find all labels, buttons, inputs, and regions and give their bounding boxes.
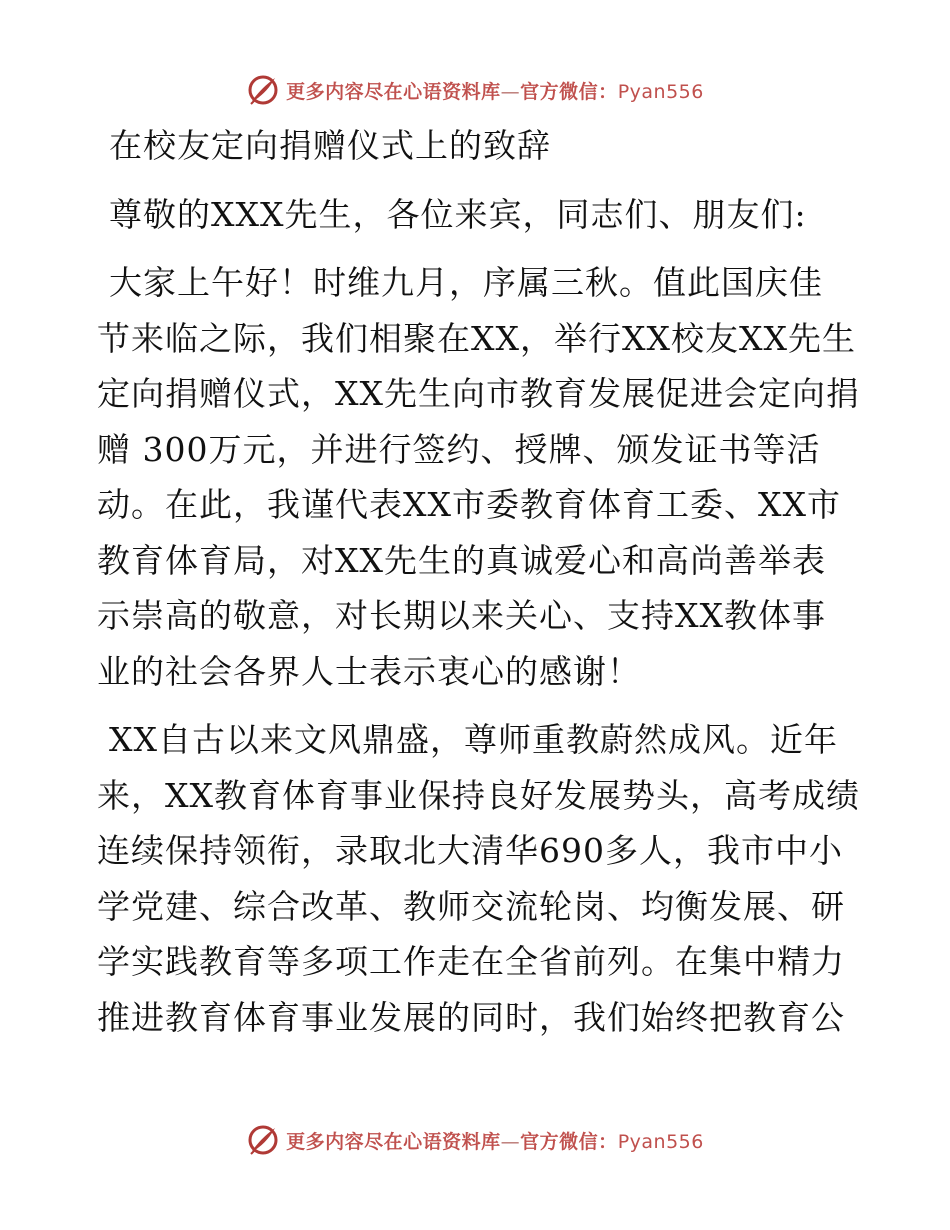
paragraph-line: 连续保持领衔，录取北大清华690多人，我市中小	[97, 831, 843, 870]
document-body	[97, 118, 860, 1045]
paragraph-line: 动。在此，我谨代表XX市委教育体育工委、XX市	[97, 485, 841, 524]
paragraph-line: 业的社会各界人士表示衷心的感谢！	[97, 651, 641, 691]
footer-banner	[0, 1120, 950, 1160]
paragraph-line: 大家上午好！时维九月，序属三秋。值此国庆佳	[109, 263, 823, 302]
quill-pen-logo-icon	[246, 1123, 280, 1157]
banner-site-name: 更多内容尽在心语资料库	[286, 1130, 501, 1153]
quill-pen-logo-icon	[246, 73, 280, 107]
paragraph-line: 定向捐赠仪式，XX先生向市教育发展促进会定向捐	[97, 374, 860, 413]
paragraph-1	[97, 255, 860, 699]
paragraph-line: 来，XX教育体育事业保持良好发展势头，高考成绩	[97, 775, 860, 815]
paragraph-line: 节来临之际，我们相聚在XX，举行XX校友XX先生	[97, 318, 856, 358]
salutation: 尊敬的XXX先生，各位来宾，同志们、朋友们:	[109, 194, 807, 234]
banner-text	[286, 1127, 704, 1154]
paragraph-line: 学实践教育等多项工作走在全省前列。在集中精力	[97, 942, 845, 981]
paragraph-line: XX自古以来文风鼎盛，尊师重教蔚然成风。近年	[109, 720, 838, 759]
banner-wechat-label: 官方微信：	[520, 1130, 618, 1153]
banner-wechat-label: 官方微信：	[520, 80, 618, 103]
paragraph-line: 赠 300万元，并进行签约、授牌、颁发证书等活	[97, 429, 821, 469]
banner-site-name: 更多内容尽在心语资料库	[286, 80, 501, 103]
document-title: 在校友定向捐赠仪式上的致辞	[109, 126, 551, 165]
header-banner	[0, 70, 950, 110]
banner-dash: —	[500, 80, 521, 103]
paragraph-line: 推进教育体育事业发展的同时，我们始终把教育公	[97, 997, 845, 1037]
paragraph-line: 学党建、综合改革、教师交流轮岗、均衡发展、研	[97, 886, 845, 926]
banner-wechat-account: Pyan556	[617, 1130, 704, 1153]
paragraph-line: 教育体育局，对XX先生的真诚爱心和高尚善举表	[97, 540, 826, 580]
paragraph-2	[97, 712, 860, 1045]
banner-wechat-account: Pyan556	[617, 80, 704, 103]
banner-dash: —	[500, 1130, 521, 1153]
paragraph-line: 示崇高的敬意，对长期以来关心、支持XX教体事	[97, 596, 826, 635]
banner-text	[286, 77, 704, 104]
